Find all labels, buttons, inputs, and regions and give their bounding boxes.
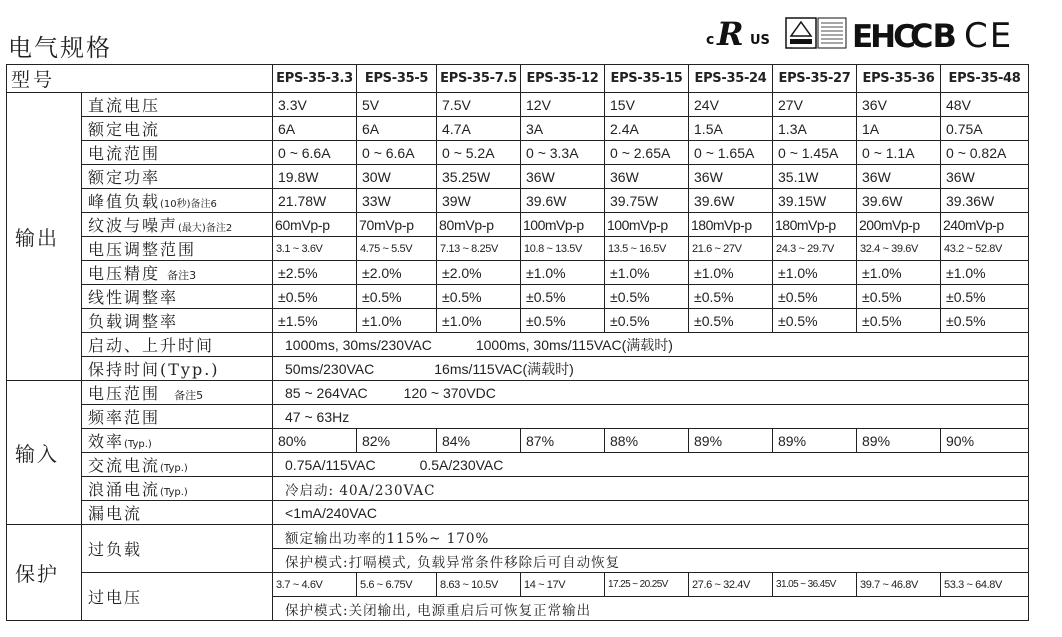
value-cell: 4.75 ~ 5.5V <box>357 237 437 261</box>
value-cell: 39.7 ~ 46.8V <box>857 573 941 597</box>
value-cell: ±0.5% <box>605 285 689 309</box>
value-cell: 30W <box>357 165 437 189</box>
spec-row-input-voltage <box>7 381 1029 405</box>
value-cell <box>273 357 1029 381</box>
category-input: 输入 <box>7 381 82 525</box>
value-cell: 82% <box>357 429 437 453</box>
model-header-label: 型号 <box>7 65 273 93</box>
value-cell: 额定输出功率的115%~ 170% <box>273 525 1029 549</box>
row-note: 备注5 <box>174 389 204 402</box>
value-cell: ±1.0% <box>689 261 773 285</box>
value-cell: 87% <box>521 429 605 453</box>
value-cell: 保护模式:关闭输出, 电源重启后可恢复正常输出 <box>273 597 1029 621</box>
value-cell: ±0.5% <box>273 285 357 309</box>
value-cell: 89% <box>773 429 857 453</box>
spec-row-rated-current <box>7 117 1029 141</box>
spec-row-ripple-noise <box>7 213 1029 237</box>
value-cell: 84% <box>437 429 521 453</box>
value-cell: 1.3A <box>773 117 857 141</box>
value-cell: 6A <box>273 117 357 141</box>
svg-text:TÜVRheinland: TÜVRheinland <box>792 44 814 49</box>
model-name: EPS-35-3.3 <box>273 65 357 93</box>
value-cell: 43.2 ~ 52.8V <box>941 237 1029 261</box>
ul-listed-icon <box>706 15 770 52</box>
spec-row-ac-current <box>7 453 1029 477</box>
value-cell: 180mVp-p <box>689 213 773 237</box>
value-cell: ±0.5% <box>689 285 773 309</box>
category-output: 输出 <box>7 93 82 381</box>
spec-row-dc-voltage <box>7 93 1029 117</box>
value-cell: ±1.0% <box>857 261 941 285</box>
row-label: 漏电流 <box>82 501 273 525</box>
row-label: 浪涌电流(Typ.) <box>82 477 273 501</box>
value-cell: 2.4A <box>605 117 689 141</box>
value-cell: 39.75W <box>605 189 689 213</box>
value-cell: 8.63 ~ 10.5V <box>437 573 521 597</box>
value-cell: 0 ~ 0.82A <box>941 141 1029 165</box>
value-cell: 100mVp-p <box>605 213 689 237</box>
value-cell: 17.25 ~ 20.25V <box>605 573 689 597</box>
value-cell: ±0.5% <box>857 309 941 333</box>
spec-row-efficiency <box>7 429 1029 453</box>
value-cell: 31.05 ~ 36.45V <box>773 573 857 597</box>
value-cell: 27.6 ~ 32.4V <box>689 573 773 597</box>
value-cell: ±0.5% <box>357 285 437 309</box>
value-cell: 1.5A <box>689 117 773 141</box>
value-cell: 0 ~ 3.3A <box>521 141 605 165</box>
row-label: 过负载 <box>82 525 273 573</box>
svg-text:CE: CE <box>964 16 1014 52</box>
value-cell: 27V <box>773 93 857 117</box>
value-cell: 3.1 ~ 3.6V <box>273 237 357 261</box>
svg-text:US: US <box>750 33 770 48</box>
row-label: 额定电流 <box>82 117 273 141</box>
value-cell: ±0.5% <box>437 285 521 309</box>
category-protection: 保护 <box>7 525 82 621</box>
hold-value-115: 16ms/115VAC(满载时) <box>434 360 574 377</box>
value-cell <box>273 453 1029 477</box>
value-cell: 39.36W <box>941 189 1029 213</box>
certification-logos <box>706 12 1028 52</box>
value-cell: 33W <box>357 189 437 213</box>
value-cell: 10.8 ~ 13.5V <box>521 237 605 261</box>
value-cell: 90% <box>941 429 1029 453</box>
value-cell: 5V <box>357 93 437 117</box>
value-cell: 39.15W <box>773 189 857 213</box>
cb-icon <box>910 17 956 52</box>
eac-icon <box>852 19 914 52</box>
value-cell: 53.3 ~ 64.8V <box>941 573 1029 597</box>
value-cell: ±1.0% <box>941 261 1029 285</box>
value-cell: 6A <box>357 117 437 141</box>
row-note: (10秒)备注6 <box>160 199 217 210</box>
spec-row-voltage-adj-range <box>7 237 1029 261</box>
value-cell: 0 ~ 5.2A <box>437 141 521 165</box>
model-name: EPS-35-48 <box>941 65 1029 93</box>
value-cell: 36V <box>857 93 941 117</box>
value-cell: 24V <box>689 93 773 117</box>
value-cell: 21.6 ~ 27V <box>689 237 773 261</box>
value-cell: 80mVp-p <box>437 213 521 237</box>
row-label: 额定功率 <box>82 165 273 189</box>
spec-row-peak-load <box>7 189 1029 213</box>
row-note: (Typ.) <box>160 463 188 474</box>
spec-row-leakage-current <box>7 501 1029 525</box>
spec-row-frequency <box>7 405 1029 429</box>
value-cell: 36W <box>605 165 689 189</box>
value-cell: 35.25W <box>437 165 521 189</box>
value-cell: 80% <box>273 429 357 453</box>
value-cell: 3.3V <box>273 93 357 117</box>
model-name: EPS-35-5 <box>357 65 437 93</box>
spec-row-voltage-tolerance <box>7 261 1029 285</box>
spec-row-overvoltage-1 <box>7 573 1029 597</box>
value-cell: ±1.0% <box>437 309 521 333</box>
value-cell: 0 ~ 2.65A <box>605 141 689 165</box>
spec-row-current-range <box>7 141 1029 165</box>
value-cell: 1A <box>857 117 941 141</box>
row-label: 电压范围 备注5 <box>82 381 273 405</box>
spec-row-startup-time <box>7 333 1029 357</box>
row-label: 过电压 <box>82 573 273 621</box>
model-name: EPS-35-27 <box>773 65 857 93</box>
model-name: EPS-35-12 <box>521 65 605 93</box>
page-title: 电气规格 <box>8 34 112 62</box>
value-cell: 88% <box>605 429 689 453</box>
model-name: EPS-35-36 <box>857 65 941 93</box>
row-label: 直流电压 <box>82 93 273 117</box>
value-cell: ±2.5% <box>273 261 357 285</box>
value-cell: 36W <box>941 165 1029 189</box>
value-cell: ±2.0% <box>357 261 437 285</box>
row-note: (最大)备注2 <box>178 223 233 234</box>
value-cell: 36W <box>521 165 605 189</box>
row-note: (Typ.) <box>124 439 152 450</box>
value-cell: ±0.5% <box>605 309 689 333</box>
value-cell: 3A <box>521 117 605 141</box>
value-cell: 100mVp-p <box>521 213 605 237</box>
value-cell: 13.5 ~ 16.5V <box>605 237 689 261</box>
row-label: 电压精度 备注3 <box>82 261 273 285</box>
value-cell: 39W <box>437 189 521 213</box>
row-label: 峰值负载(10秒)备注6 <box>82 189 273 213</box>
value-cell: 36W <box>689 165 773 189</box>
value-cell: 70mVp-p <box>357 213 437 237</box>
row-note: (Typ.) <box>160 487 188 498</box>
model-name: EPS-35-7.5 <box>437 65 521 93</box>
hold-value-230: 50ms/230VAC <box>285 360 375 377</box>
value-cell: ±0.5% <box>689 309 773 333</box>
value-cell: 0 ~ 6.6A <box>357 141 437 165</box>
value-cell: 0.75A <box>941 117 1029 141</box>
value-cell: 12V <box>521 93 605 117</box>
value-cell: 14 ~ 17V <box>521 573 605 597</box>
value-cell: 240mVp-p <box>941 213 1029 237</box>
value-cell: ±0.5% <box>941 309 1029 333</box>
value-cell: ±0.5% <box>941 285 1029 309</box>
startup-value-115: 1000ms, 30ms/115VAC(满载时) <box>475 336 673 353</box>
value-cell: ±0.5% <box>773 309 857 333</box>
spec-row-load-regulation <box>7 309 1029 333</box>
value-cell: 冷启动: 40A/230VAC <box>273 477 1029 501</box>
spec-row-rated-power <box>7 165 1029 189</box>
value-cell: 89% <box>857 429 941 453</box>
value-cell: 保护模式:打嗝模式, 负载异常条件移除后可自动恢复 <box>273 549 1029 573</box>
svg-text:R: R <box>717 15 744 52</box>
value-cell: ±0.5% <box>857 285 941 309</box>
value-cell <box>273 381 1029 405</box>
input-voltage-dc: 120 ~ 370VDC <box>403 384 496 401</box>
value-cell: 21.78W <box>273 189 357 213</box>
svg-text:c: c <box>706 32 715 48</box>
value-cell: 5.6 ~ 6.75V <box>357 573 437 597</box>
value-cell: ±2.0% <box>437 261 521 285</box>
spec-row-inrush-current <box>7 477 1029 501</box>
model-name: EPS-35-15 <box>605 65 689 93</box>
value-cell: 36W <box>857 165 941 189</box>
value-cell: ±1.0% <box>357 309 437 333</box>
tuv-rheinland-icon <box>786 18 846 49</box>
row-label: 交流电流(Typ.) <box>82 453 273 477</box>
input-voltage-ac: 85 ~ 264VAC <box>285 384 368 401</box>
svg-text:EHC: EHC <box>852 19 913 52</box>
row-note: 备注3 <box>167 269 197 282</box>
row-label: 线性调整率 <box>82 285 273 309</box>
row-label: 纹波与噪声(最大)备注2 <box>82 213 273 237</box>
value-cell: ±1.0% <box>773 261 857 285</box>
value-cell: 35.1W <box>773 165 857 189</box>
spec-row-overload-1 <box>7 525 1029 549</box>
row-label: 电压调整范围 <box>82 237 273 261</box>
value-cell: 24.3 ~ 29.7V <box>773 237 857 261</box>
value-cell: <1mA/240VAC <box>273 501 1029 525</box>
ac-current-115: 0.75A/115VAC <box>285 456 376 473</box>
row-label: 保持时间(Typ.) <box>82 357 273 381</box>
row-label: 频率范围 <box>82 405 273 429</box>
spec-row-line-regulation <box>7 285 1029 309</box>
value-cell: 7.5V <box>437 93 521 117</box>
value-cell: ±1.0% <box>521 261 605 285</box>
value-cell: 48V <box>941 93 1029 117</box>
row-label: 启动、上升时间 <box>82 333 273 357</box>
row-label: 负载调整率 <box>82 309 273 333</box>
value-cell: 47 ~ 63Hz <box>273 405 1029 429</box>
model-header-row <box>7 65 1029 93</box>
model-name: EPS-35-24 <box>689 65 773 93</box>
value-cell: 0 ~ 1.1A <box>857 141 941 165</box>
value-cell: 19.8W <box>273 165 357 189</box>
value-cell: 39.6W <box>857 189 941 213</box>
value-cell: 60mVp-p <box>273 213 357 237</box>
ac-current-230: 0.5A/230VAC <box>419 456 504 473</box>
value-cell: 7.13 ~ 8.25V <box>437 237 521 261</box>
value-cell: ±1.5% <box>273 309 357 333</box>
value-cell: ±0.5% <box>521 285 605 309</box>
value-cell: 4.7A <box>437 117 521 141</box>
value-cell: ±0.5% <box>773 285 857 309</box>
value-cell: 0 ~ 1.45A <box>773 141 857 165</box>
value-cell: 39.6W <box>521 189 605 213</box>
value-cell: 200mVp-p <box>857 213 941 237</box>
value-cell: ±1.0% <box>605 261 689 285</box>
value-cell: 15V <box>605 93 689 117</box>
value-cell <box>273 333 1029 357</box>
value-cell: 3.7 ~ 4.6V <box>273 573 357 597</box>
value-cell: 39.6W <box>689 189 773 213</box>
value-cell: 180mVp-p <box>773 213 857 237</box>
ce-icon <box>964 16 1013 52</box>
svg-text:CB: CB <box>910 17 956 52</box>
value-cell: 0 ~ 1.65A <box>689 141 773 165</box>
electrical-spec-table <box>6 64 1029 621</box>
spec-row-hold-time <box>7 357 1029 381</box>
value-cell: 32.4 ~ 39.6V <box>857 237 941 261</box>
value-cell: 89% <box>689 429 773 453</box>
startup-value-230: 1000ms, 30ms/230VAC <box>285 336 432 353</box>
value-cell: ±0.5% <box>521 309 605 333</box>
value-cell: 0 ~ 6.6A <box>273 141 357 165</box>
row-label: 效率(Typ.) <box>82 429 273 453</box>
row-label: 电流范围 <box>82 141 273 165</box>
